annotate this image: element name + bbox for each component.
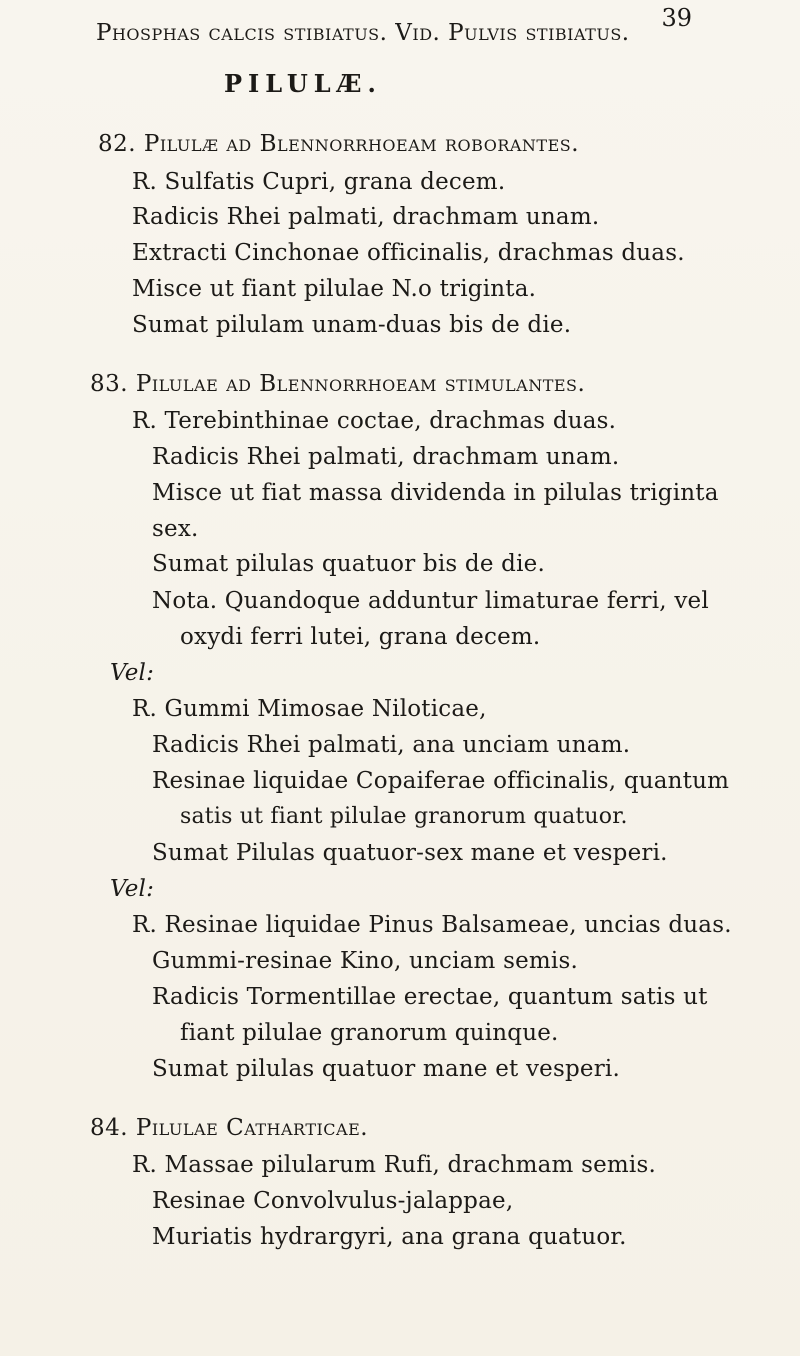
text-line: Sumat Pilulas quatuor-sex mane et vesperi. — [152, 840, 668, 866]
text-line: Radicis Rhei palmati, drachmam unam. — [132, 204, 600, 230]
recipe-heading-82: 82. Pilulæ ad Blennorrhoeam roborantes. — [98, 131, 580, 157]
vel-label: Vel: — [110, 660, 155, 686]
note-line: Nota. Quandoque adduntur limaturae ferri, vel — [152, 588, 709, 614]
text-line: Sumat pilulam unam-duas bis de die. — [132, 312, 572, 338]
text-line: Radicis Rhei palmati, ana unciam unam. — [152, 732, 631, 758]
text-line: Gummi-resinae Kino, unciam semis. — [152, 948, 578, 974]
text-line: Radicis Tormentillae erectae, quantum satis ut — [152, 984, 708, 1010]
section-title: PILULÆ. — [224, 69, 382, 98]
text-line: Misce ut fiant pilulae N.o triginta. — [132, 276, 537, 302]
text-line: R. Resinae liquidae Pinus Balsameae, uncias duas. — [132, 912, 732, 938]
recipe-heading-83: 83. Pilulae ad Blennorrhoeam stimulantes. — [90, 371, 586, 397]
text-line: Radicis Rhei palmati, drachmam unam. — [152, 444, 620, 470]
text-line: oxydi ferri lutei, grana decem. — [180, 624, 541, 650]
text-line: satis ut fiant pilulae granorum quatuor. — [180, 804, 628, 829]
text-line: Muriatis hydrargyri, ana grana quatuor. — [152, 1224, 627, 1250]
text-line: Resinae liquidae Copaiferae officinalis, quantum — [152, 768, 730, 794]
text-line: sex. — [152, 516, 199, 542]
page-number: 39 — [661, 4, 692, 32]
text-line: Resinae Convolvulus-jalappae, — [152, 1188, 514, 1214]
text-line: R. Terebinthinae coctae, drachmas duas. — [132, 408, 617, 434]
text-line: R. Massae pilularum Rufi, drachmam semis. — [132, 1152, 656, 1178]
text-line: Sumat pilulas quatuor mane et vesperi. — [152, 1056, 620, 1082]
recipe-heading-84: 84. Pilulae Catharticae. — [90, 1115, 369, 1141]
text-line: R. Sulfatis Cupri, grana decem. — [132, 169, 506, 195]
text-line: fiant pilulae granorum quinque. — [180, 1020, 559, 1046]
text-line: R. Gummi Mimosae Niloticae, — [132, 696, 487, 722]
text-line-header: Phosphas calcis stibiatus. Vid. Pulvis stibiatus. — [96, 20, 630, 46]
text-line: Extracti Cinchonae officinalis, drachmas duas. — [132, 240, 685, 266]
text-line: Misce ut fiat massa dividenda in pilulas triginta — [152, 480, 719, 506]
text-line: Sumat pilulas quatuor bis de die. — [152, 551, 545, 577]
vel-label: Vel: — [110, 876, 155, 902]
